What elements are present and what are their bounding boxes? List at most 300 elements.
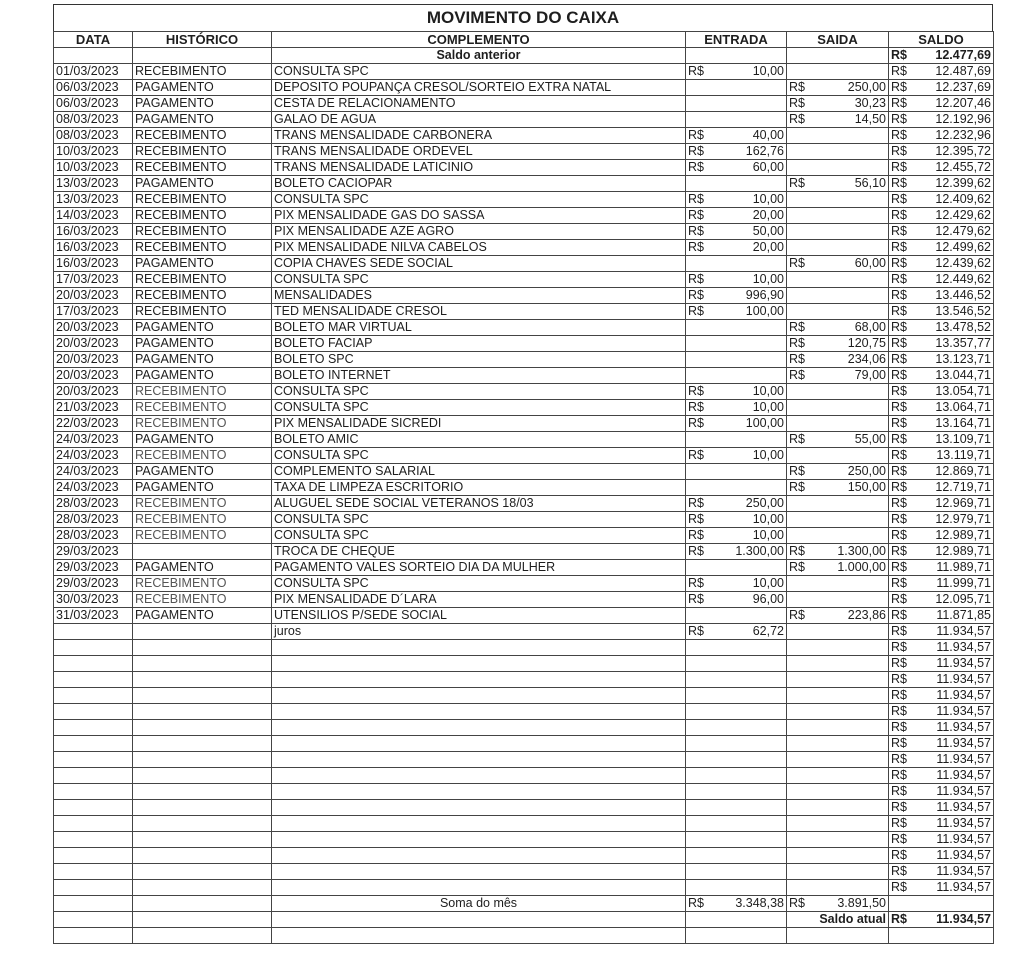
date-cell: 24/03/2023 [54,464,133,480]
entrada-cell: R$ 50,00 [686,224,787,240]
date-cell: 30/03/2023 [54,592,133,608]
saida-cell: R$ 250,00 [787,80,889,96]
empty-cell [272,752,686,768]
empty-cell [272,720,686,736]
entrada-cell [686,336,787,352]
date-cell: 08/03/2023 [54,112,133,128]
saldo-cell: R$ 11.934,57 [889,864,994,880]
table-row [54,656,994,672]
empty-cell [133,864,272,880]
complemento-cell: BOLETO SPC [272,352,686,368]
saida-cell [787,384,889,400]
empty-cell [686,736,787,752]
saldo-cell: R$ 11.934,57 [889,816,994,832]
empty-cell [686,768,787,784]
saida-cell [787,304,889,320]
empty-cell [133,800,272,816]
saldo-cell: R$ 11.934,57 [889,736,994,752]
complemento-cell: PIX MENSALIDADE D´LARA [272,592,686,608]
date-cell: 20/03/2023 [54,320,133,336]
complemento-cell: BOLETO INTERNET [272,368,686,384]
saida-cell [787,224,889,240]
saldo-cell: R$ 12.499,62 [889,240,994,256]
complemento-cell: BOLETO MAR VIRTUAL [272,320,686,336]
empty-cell [787,672,889,688]
historico-cell: RECEBIMENTO [133,400,272,416]
saida-cell [787,576,889,592]
entrada-cell [686,432,787,448]
table-row [54,640,994,656]
historico-cell: PAGAMENTO [133,352,272,368]
date-cell: 20/03/2023 [54,384,133,400]
table-row [54,176,994,192]
empty-cell [686,704,787,720]
saldo-cell: R$ 13.109,71 [889,432,994,448]
table-row [54,768,994,784]
empty-cell [133,640,272,656]
table-row [54,96,994,112]
saldo-cell: R$ 13.446,52 [889,288,994,304]
saldo-cell: R$ 12.409,62 [889,192,994,208]
table-row [54,400,994,416]
empty-cell [686,720,787,736]
table-row [54,608,994,624]
entrada-cell [686,80,787,96]
empty-cell [272,672,686,688]
complemento-cell: CONSULTA SPC [272,192,686,208]
saldo-anterior-label: Saldo anterior [272,48,686,64]
saida-cell [787,160,889,176]
empty-cell [272,784,686,800]
date-cell: 29/03/2023 [54,544,133,560]
empty-cell [686,640,787,656]
date-cell: 16/03/2023 [54,256,133,272]
complemento-cell: TRANS MENSALIDADE CARBONERA [272,128,686,144]
date-cell: 31/03/2023 [54,608,133,624]
empty-cell [54,848,133,864]
historico-cell: RECEBIMENTO [133,512,272,528]
saldo-anterior-value: R$ 12.477,69 [889,48,994,64]
saldo-cell: R$ 12.192,96 [889,112,994,128]
empty-cell [787,656,889,672]
empty-cell [787,800,889,816]
historico-cell: PAGAMENTO [133,96,272,112]
saldo-cell: R$ 13.478,52 [889,320,994,336]
empty-cell [133,704,272,720]
empty-cell [686,800,787,816]
saida-cell [787,240,889,256]
historico-cell: RECEBIMENTO [133,160,272,176]
empty-cell [686,832,787,848]
historico-cell: RECEBIMENTO [133,144,272,160]
saida-cell [787,272,889,288]
header-saldo: SALDO [889,32,994,48]
header-row [54,32,994,48]
empty-cell [272,704,686,720]
complemento-cell: CESTA DE RELACIONAMENTO [272,96,686,112]
saldo-cell: R$ 12.969,71 [889,496,994,512]
saida-cell [787,192,889,208]
complemento-cell: CONSULTA SPC [272,512,686,528]
table-row [54,160,994,176]
header-entrada: ENTRADA [686,32,787,48]
empty-cell [133,784,272,800]
table-row [54,496,994,512]
entrada-cell [686,480,787,496]
entrada-cell: R$ 250,00 [686,496,787,512]
empty-cell [272,832,686,848]
entrada-cell: R$ 1.300,00 [686,544,787,560]
empty-cell [787,816,889,832]
entrada-cell: R$ 10,00 [686,64,787,80]
historico-cell: PAGAMENTO [133,480,272,496]
saldo-cell: R$ 13.119,71 [889,448,994,464]
empty-cell [686,880,787,896]
table-row [54,528,994,544]
saldo-anterior-row [54,48,994,64]
table-row [54,416,994,432]
date-cell: 24/03/2023 [54,448,133,464]
saida-cell [787,128,889,144]
date-cell: 20/03/2023 [54,368,133,384]
table-row [54,720,994,736]
table-row [54,336,994,352]
complemento-cell: UTENSILIOS P/SEDE SOCIAL [272,608,686,624]
saldo-cell: R$ 12.979,71 [889,512,994,528]
empty-cell [272,736,686,752]
complemento-cell: BOLETO CACIOPAR [272,176,686,192]
table-row [54,304,994,320]
empty-cell [272,656,686,672]
empty-cell [54,880,133,896]
empty-cell [54,640,133,656]
entrada-cell: R$ 96,00 [686,592,787,608]
entrada-cell [686,176,787,192]
saldo-cell: R$ 12.395,72 [889,144,994,160]
table-row [54,544,994,560]
historico-cell: RECEBIMENTO [133,128,272,144]
saida-cell [787,400,889,416]
table-row [54,144,994,160]
saldo-cell: R$ 12.429,62 [889,208,994,224]
table-row [54,224,994,240]
complemento-cell: BOLETO AMIC [272,432,686,448]
saldo-cell: R$ 13.064,71 [889,400,994,416]
empty-cell [272,640,686,656]
complemento-cell: PAGAMENTO VALES SORTEIO DIA DA MULHER [272,560,686,576]
saldo-atual-label: Saldo atual [787,912,889,928]
complemento-cell: GALAO DE AGUA [272,112,686,128]
complemento-cell: COPIA CHAVES SEDE SOCIAL [272,256,686,272]
empty-cell [133,752,272,768]
empty-cell [787,736,889,752]
historico-cell: PAGAMENTO [133,320,272,336]
date-cell: 08/03/2023 [54,128,133,144]
date-cell: 28/03/2023 [54,512,133,528]
saldo-cell: R$ 11.999,71 [889,576,994,592]
saldo-cell: R$ 11.934,57 [889,624,994,640]
saida-cell: R$ 223,86 [787,608,889,624]
saldo-cell: R$ 12.237,69 [889,80,994,96]
saldo-cell: R$ 13.357,77 [889,336,994,352]
saldo-cell: R$ 12.449,62 [889,272,994,288]
entrada-cell: R$ 996,90 [686,288,787,304]
entrada-cell [686,112,787,128]
table-row [54,464,994,480]
historico-cell: RECEBIMENTO [133,288,272,304]
date-cell: 10/03/2023 [54,160,133,176]
header-complemento: COMPLEMENTO [272,32,686,48]
saldo-cell: R$ 12.232,96 [889,128,994,144]
complemento-cell: juros [272,624,686,640]
table-row [54,752,994,768]
table-row [54,816,994,832]
table-row [54,128,994,144]
saldo-cell: R$ 11.934,57 [889,704,994,720]
empty-cell [787,832,889,848]
empty-cell [54,672,133,688]
table-row [54,352,994,368]
saldo-cell: R$ 12.095,71 [889,592,994,608]
saida-cell: R$ 55,00 [787,432,889,448]
table-row [54,832,994,848]
saldo-cell: R$ 13.546,52 [889,304,994,320]
saldo-cell: R$ 13.054,71 [889,384,994,400]
date-cell: 06/03/2023 [54,80,133,96]
empty-cell [54,832,133,848]
ledger-table [53,31,994,944]
soma-label: Soma do mês [272,896,686,912]
historico-cell: RECEBIMENTO [133,224,272,240]
historico-cell: PAGAMENTO [133,336,272,352]
date-cell: 28/03/2023 [54,496,133,512]
table-row [54,576,994,592]
saida-cell [787,512,889,528]
historico-cell: PAGAMENTO [133,112,272,128]
complemento-cell: TED MENSALIDADE CRESOL [272,304,686,320]
empty-cell [686,784,787,800]
historico-cell: RECEBIMENTO [133,272,272,288]
entrada-cell: R$ 60,00 [686,160,787,176]
date-cell: 20/03/2023 [54,336,133,352]
saldo-cell: R$ 12.989,71 [889,528,994,544]
historico-cell: RECEBIMENTO [133,592,272,608]
empty-cell [133,656,272,672]
empty-cell [686,864,787,880]
table-row [54,736,994,752]
saldo-cell: R$ 11.934,57 [889,752,994,768]
date-cell: 24/03/2023 [54,432,133,448]
historico-cell: PAGAMENTO [133,464,272,480]
date-cell: 17/03/2023 [54,272,133,288]
entrada-cell: R$ 10,00 [686,400,787,416]
saldo-cell: R$ 13.044,71 [889,368,994,384]
entrada-cell: R$ 100,00 [686,416,787,432]
saldo-cell: R$ 12.989,71 [889,544,994,560]
historico-cell: RECEBIMENTO [133,304,272,320]
saida-cell: R$ 68,00 [787,320,889,336]
saldo-cell: R$ 11.934,57 [889,656,994,672]
date-cell: 10/03/2023 [54,144,133,160]
entrada-cell [686,560,787,576]
date-cell [54,624,133,640]
saida-cell [787,624,889,640]
table-row [54,512,994,528]
date-cell: 20/03/2023 [54,352,133,368]
saida-cell: R$ 150,00 [787,480,889,496]
empty-cell [54,704,133,720]
table-row [54,704,994,720]
empty-cell [787,688,889,704]
table-row [54,672,994,688]
entrada-cell: R$ 62,72 [686,624,787,640]
empty-cell [272,800,686,816]
complemento-cell: CONSULTA SPC [272,64,686,80]
table-row [54,624,994,640]
cash-ledger-sheet [53,4,993,944]
historico-cell: PAGAMENTO [133,80,272,96]
saida-cell: R$ 1.000,00 [787,560,889,576]
saldo-cell: R$ 11.934,57 [889,768,994,784]
empty-cell [54,752,133,768]
entrada-cell: R$ 20,00 [686,240,787,256]
entrada-cell: R$ 10,00 [686,512,787,528]
complemento-cell: TRANS MENSALIDADE LATICINIO [272,160,686,176]
empty-cell [787,784,889,800]
header-saida: SAIDA [787,32,889,48]
table-row [54,272,994,288]
saldo-cell: R$ 12.439,62 [889,256,994,272]
complemento-cell: TROCA DE CHEQUE [272,544,686,560]
empty-cell [54,816,133,832]
empty-cell [133,816,272,832]
empty-cell [272,688,686,704]
saida-cell [787,288,889,304]
date-cell: 28/03/2023 [54,528,133,544]
header-data: DATA [54,32,133,48]
soma-entrada: R$ 3.348,38 [686,896,787,912]
table-row [54,448,994,464]
date-cell: 21/03/2023 [54,400,133,416]
table-row [54,800,994,816]
complemento-cell: DEPOSITO POUPANÇA CRESOL/SORTEIO EXTRA NATAL [272,80,686,96]
table-row [54,560,994,576]
date-cell: 13/03/2023 [54,176,133,192]
entrada-cell: R$ 10,00 [686,384,787,400]
entrada-cell [686,608,787,624]
table-row [54,784,994,800]
saida-cell [787,496,889,512]
empty-cell [54,656,133,672]
complemento-cell: BOLETO FACIAP [272,336,686,352]
saldo-cell: R$ 11.934,57 [889,832,994,848]
empty-cell [686,848,787,864]
saldo-cell: R$ 11.934,57 [889,640,994,656]
saldo-cell: R$ 11.934,57 [889,688,994,704]
entrada-cell: R$ 40,00 [686,128,787,144]
historico-cell: PAGAMENTO [133,176,272,192]
empty-cell [54,768,133,784]
saldo-cell: R$ 12.207,46 [889,96,994,112]
table-row [54,112,994,128]
empty-cell [272,880,686,896]
table-row [54,80,994,96]
historico-cell: PAGAMENTO [133,432,272,448]
complemento-cell: PIX MENSALIDADE SICREDI [272,416,686,432]
complemento-cell: CONSULTA SPC [272,576,686,592]
entrada-cell: R$ 20,00 [686,208,787,224]
historico-cell: RECEBIMENTO [133,496,272,512]
empty-cell [686,752,787,768]
table-row [54,256,994,272]
entrada-cell [686,464,787,480]
soma-row [54,896,994,912]
historico-cell: PAGAMENTO [133,560,272,576]
saida-cell: R$ 60,00 [787,256,889,272]
saida-cell [787,416,889,432]
date-cell: 29/03/2023 [54,560,133,576]
soma-saida: R$ 3.891,50 [787,896,889,912]
empty-cell [686,656,787,672]
historico-cell [133,624,272,640]
historico-cell: RECEBIMENTO [133,576,272,592]
historico-cell: RECEBIMENTO [133,208,272,224]
complemento-cell: PIX MENSALIDADE NILVA CABELOS [272,240,686,256]
date-cell: 29/03/2023 [54,576,133,592]
historico-cell: PAGAMENTO [133,256,272,272]
saida-cell: R$ 14,50 [787,112,889,128]
entrada-cell: R$ 10,00 [686,272,787,288]
saldo-atual-value: R$ 11.934,57 [889,912,994,928]
blank-row [54,928,994,944]
empty-cell [686,816,787,832]
complemento-cell: CONSULTA SPC [272,448,686,464]
entrada-cell [686,320,787,336]
entrada-cell: R$ 10,00 [686,576,787,592]
empty-cell [133,688,272,704]
table-row [54,592,994,608]
entrada-cell [686,368,787,384]
historico-cell: RECEBIMENTO [133,528,272,544]
empty-cell [787,720,889,736]
table-row [54,208,994,224]
empty-cell [787,864,889,880]
saldo-cell: R$ 12.719,71 [889,480,994,496]
complemento-cell: PIX MENSALIDADE AZE AGRO [272,224,686,240]
saldo-cell: R$ 13.123,71 [889,352,994,368]
saldo-cell: R$ 11.871,85 [889,608,994,624]
complemento-cell: CONSULTA SPC [272,528,686,544]
saida-cell [787,144,889,160]
empty-cell [686,672,787,688]
date-cell: 06/03/2023 [54,96,133,112]
table-row [54,320,994,336]
empty-cell [272,848,686,864]
historico-cell: RECEBIMENTO [133,416,272,432]
date-cell: 16/03/2023 [54,224,133,240]
date-cell: 13/03/2023 [54,192,133,208]
empty-cell [787,848,889,864]
empty-cell [54,736,133,752]
page-title: MOVIMENTO DO CAIXA [53,4,993,31]
historico-cell: RECEBIMENTO [133,448,272,464]
historico-cell [133,544,272,560]
complemento-cell: PIX MENSALIDADE GAS DO SASSA [272,208,686,224]
date-cell: 01/03/2023 [54,64,133,80]
entrada-cell: R$ 100,00 [686,304,787,320]
saldo-cell: R$ 11.934,57 [889,880,994,896]
table-row [54,864,994,880]
